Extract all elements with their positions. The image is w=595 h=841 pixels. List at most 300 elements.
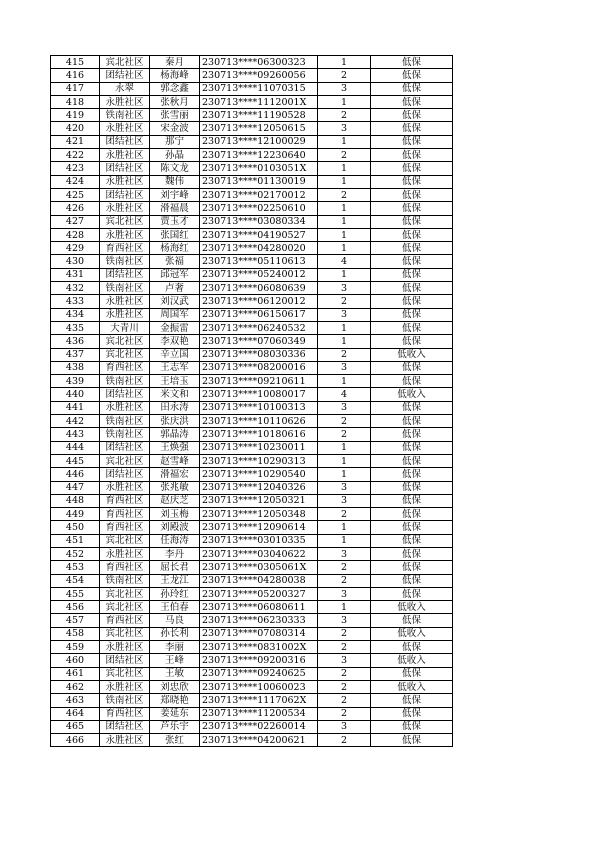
assistance-type-cell: 低保 xyxy=(371,468,453,481)
assistance-type-cell: 低保 xyxy=(371,149,453,162)
community-cell: 宾北社区 xyxy=(100,667,150,680)
id-number-cell: 230713****02260014 xyxy=(200,720,318,733)
community-cell: 团结社区 xyxy=(100,135,150,148)
community-cell: 永胜社区 xyxy=(100,122,150,135)
assistance-type-cell: 低保 xyxy=(371,122,453,135)
assistance-type-cell: 低保 xyxy=(371,734,453,747)
row-number-cell: 443 xyxy=(51,428,100,441)
community-cell: 团结社区 xyxy=(100,654,150,667)
name-cell: 滑福晨 xyxy=(150,202,200,215)
assistance-type-cell: 低保 xyxy=(371,587,453,600)
household-count-cell: 2 xyxy=(318,295,371,308)
row-number-cell: 423 xyxy=(51,162,100,175)
row-number-cell: 417 xyxy=(51,82,100,95)
name-cell: 赵雪峰 xyxy=(150,454,200,467)
id-number-cell: 230713****06300323 xyxy=(200,56,318,69)
assistance-type-cell: 低保 xyxy=(371,215,453,228)
table-row xyxy=(51,547,453,560)
assistance-type-cell: 低保 xyxy=(371,415,453,428)
table-row xyxy=(51,242,453,255)
community-cell: 铁南社区 xyxy=(100,428,150,441)
assistance-type-cell: 低保 xyxy=(371,561,453,574)
row-number-cell: 463 xyxy=(51,694,100,707)
row-number-cell: 442 xyxy=(51,415,100,428)
table-row xyxy=(51,415,453,428)
table-row xyxy=(51,508,453,521)
community-cell: 团结社区 xyxy=(100,69,150,82)
name-cell: 那宁 xyxy=(150,135,200,148)
table-row xyxy=(51,282,453,295)
household-count-cell: 3 xyxy=(318,654,371,667)
table-row xyxy=(51,441,453,454)
name-cell: 王伯春 xyxy=(150,601,200,614)
name-cell: 张庆洪 xyxy=(150,415,200,428)
name-cell: 孙晶 xyxy=(150,149,200,162)
name-cell: 刘宇峰 xyxy=(150,188,200,201)
community-cell: 永胜社区 xyxy=(100,175,150,188)
table-row xyxy=(51,654,453,667)
assistance-type-cell: 低保 xyxy=(371,375,453,388)
household-count-cell: 2 xyxy=(318,109,371,122)
household-count-cell: 1 xyxy=(318,175,371,188)
table-row xyxy=(51,454,453,467)
table-body xyxy=(51,56,453,747)
name-cell: 王龙江 xyxy=(150,574,200,587)
community-cell: 宾北社区 xyxy=(100,587,150,600)
name-cell: 李丹 xyxy=(150,547,200,560)
assistance-type-cell: 低保 xyxy=(371,69,453,82)
name-cell: 郑晓艳 xyxy=(150,694,200,707)
household-count-cell: 1 xyxy=(318,215,371,228)
row-number-cell: 428 xyxy=(51,228,100,241)
household-count-cell: 3 xyxy=(318,720,371,733)
table-row xyxy=(51,375,453,388)
row-number-cell: 422 xyxy=(51,149,100,162)
community-cell: 铁南社区 xyxy=(100,109,150,122)
row-number-cell: 445 xyxy=(51,454,100,467)
table-row xyxy=(51,215,453,228)
community-cell: 宾北社区 xyxy=(100,56,150,69)
community-cell: 宾北社区 xyxy=(100,534,150,547)
row-number-cell: 426 xyxy=(51,202,100,215)
assistance-type-cell: 低保 xyxy=(371,202,453,215)
table-row xyxy=(51,428,453,441)
assistance-type-cell: 低收入 xyxy=(371,601,453,614)
household-count-cell: 2 xyxy=(318,188,371,201)
assistance-type-cell: 低保 xyxy=(371,494,453,507)
id-number-cell: 230713****10180616 xyxy=(200,428,318,441)
community-cell: 育西社区 xyxy=(100,521,150,534)
household-count-cell: 1 xyxy=(318,162,371,175)
id-number-cell: 230713****05240012 xyxy=(200,268,318,281)
name-cell: 杨海峰 xyxy=(150,69,200,82)
assistance-type-cell: 低保 xyxy=(371,268,453,281)
table-row xyxy=(51,255,453,268)
household-count-cell: 3 xyxy=(318,481,371,494)
row-number-cell: 424 xyxy=(51,175,100,188)
id-number-cell: 230713****11190528 xyxy=(200,109,318,122)
assistance-type-cell: 低保 xyxy=(371,82,453,95)
household-count-cell: 2 xyxy=(318,680,371,693)
community-cell: 铁南社区 xyxy=(100,415,150,428)
row-number-cell: 438 xyxy=(51,361,100,374)
community-cell: 团结社区 xyxy=(100,188,150,201)
id-number-cell: 230713****06120012 xyxy=(200,295,318,308)
id-number-cell: 230713****0305061X xyxy=(200,561,318,574)
household-count-cell: 2 xyxy=(318,149,371,162)
household-count-cell: 1 xyxy=(318,441,371,454)
assistance-type-cell: 低保 xyxy=(371,308,453,321)
assistance-type-cell: 低保 xyxy=(371,188,453,201)
assistance-type-cell: 低保 xyxy=(371,428,453,441)
name-cell: 李丽 xyxy=(150,641,200,654)
row-number-cell: 457 xyxy=(51,614,100,627)
community-cell: 永胜社区 xyxy=(100,680,150,693)
id-number-cell: 230713****12040326 xyxy=(200,481,318,494)
row-number-cell: 419 xyxy=(51,109,100,122)
assistance-type-cell: 低保 xyxy=(371,547,453,560)
table-row xyxy=(51,308,453,321)
household-count-cell: 2 xyxy=(318,734,371,747)
household-count-cell: 1 xyxy=(318,601,371,614)
table-row xyxy=(51,720,453,733)
household-count-cell: 1 xyxy=(318,228,371,241)
household-count-cell: 1 xyxy=(318,135,371,148)
id-number-cell: 230713****10100313 xyxy=(200,401,318,414)
table-row xyxy=(51,481,453,494)
id-number-cell: 230713****05200327 xyxy=(200,587,318,600)
id-number-cell: 230713****11070315 xyxy=(200,82,318,95)
name-cell: 张兆敏 xyxy=(150,481,200,494)
id-number-cell: 230713****06150617 xyxy=(200,308,318,321)
row-number-cell: 462 xyxy=(51,680,100,693)
assistance-type-cell: 低保 xyxy=(371,109,453,122)
row-number-cell: 448 xyxy=(51,494,100,507)
name-cell: 卢奢 xyxy=(150,282,200,295)
assistance-type-cell: 低收入 xyxy=(371,388,453,401)
row-number-cell: 452 xyxy=(51,547,100,560)
community-cell: 团结社区 xyxy=(100,162,150,175)
name-cell: 张红 xyxy=(150,734,200,747)
community-cell: 永翠 xyxy=(100,82,150,95)
table-row xyxy=(51,680,453,693)
id-number-cell: 230713****09210611 xyxy=(200,375,318,388)
id-number-cell: 230713****08030336 xyxy=(200,348,318,361)
community-cell: 团结社区 xyxy=(100,441,150,454)
community-cell: 育西社区 xyxy=(100,494,150,507)
assistance-type-cell: 低保 xyxy=(371,175,453,188)
table-row xyxy=(51,694,453,707)
id-number-cell: 230713****0103051X xyxy=(200,162,318,175)
id-number-cell: 230713****12090614 xyxy=(200,521,318,534)
name-cell: 张福 xyxy=(150,255,200,268)
row-number-cell: 460 xyxy=(51,654,100,667)
community-cell: 永胜社区 xyxy=(100,401,150,414)
row-number-cell: 453 xyxy=(51,561,100,574)
name-cell: 米文和 xyxy=(150,388,200,401)
household-count-cell: 2 xyxy=(318,694,371,707)
table-row xyxy=(51,667,453,680)
row-number-cell: 455 xyxy=(51,587,100,600)
id-number-cell: 230713****06230333 xyxy=(200,614,318,627)
id-number-cell: 230713****1117062X xyxy=(200,694,318,707)
row-number-cell: 415 xyxy=(51,56,100,69)
name-cell: 田永涛 xyxy=(150,401,200,414)
name-cell: 刘殿波 xyxy=(150,521,200,534)
id-number-cell: 230713****02250610 xyxy=(200,202,318,215)
id-number-cell: 230713****06080611 xyxy=(200,601,318,614)
table-row xyxy=(51,95,453,108)
table-row xyxy=(51,321,453,334)
id-number-cell: 230713****04280038 xyxy=(200,574,318,587)
name-cell: 任海涛 xyxy=(150,534,200,547)
id-number-cell: 230713****04280020 xyxy=(200,242,318,255)
assistance-type-cell: 低收入 xyxy=(371,680,453,693)
id-number-cell: 230713****04200621 xyxy=(200,734,318,747)
table-row xyxy=(51,335,453,348)
name-cell: 张国红 xyxy=(150,228,200,241)
community-cell: 永胜社区 xyxy=(100,295,150,308)
household-count-cell: 2 xyxy=(318,561,371,574)
community-cell: 大青川 xyxy=(100,321,150,334)
name-cell: 辛立国 xyxy=(150,348,200,361)
row-number-cell: 446 xyxy=(51,468,100,481)
row-number-cell: 465 xyxy=(51,720,100,733)
name-cell: 金振雷 xyxy=(150,321,200,334)
assistance-type-cell: 低保 xyxy=(371,56,453,69)
table-row xyxy=(51,587,453,600)
table-row xyxy=(51,534,453,547)
id-number-cell: 230713****06240532 xyxy=(200,321,318,334)
name-cell: 马良 xyxy=(150,614,200,627)
household-count-cell: 3 xyxy=(318,587,371,600)
row-number-cell: 425 xyxy=(51,188,100,201)
row-number-cell: 439 xyxy=(51,375,100,388)
name-cell: 刘汉武 xyxy=(150,295,200,308)
name-cell: 姜延东 xyxy=(150,707,200,720)
household-count-cell: 1 xyxy=(318,202,371,215)
community-cell: 铁南社区 xyxy=(100,574,150,587)
assistance-type-cell: 低保 xyxy=(371,521,453,534)
assistance-recipient-table xyxy=(50,55,453,747)
household-count-cell: 3 xyxy=(318,614,371,627)
community-cell: 铁南社区 xyxy=(100,694,150,707)
household-count-cell: 3 xyxy=(318,282,371,295)
household-count-cell: 2 xyxy=(318,667,371,680)
name-cell: 张秋月 xyxy=(150,95,200,108)
name-cell: 王敏 xyxy=(150,667,200,680)
row-number-cell: 435 xyxy=(51,321,100,334)
row-number-cell: 450 xyxy=(51,521,100,534)
household-count-cell: 1 xyxy=(318,335,371,348)
id-number-cell: 230713****03080334 xyxy=(200,215,318,228)
id-number-cell: 230713****07060349 xyxy=(200,335,318,348)
household-count-cell: 3 xyxy=(318,308,371,321)
name-cell: 周国军 xyxy=(150,308,200,321)
id-number-cell: 230713****12230640 xyxy=(200,149,318,162)
id-number-cell: 230713****10290313 xyxy=(200,454,318,467)
name-cell: 郭念鑫 xyxy=(150,82,200,95)
row-number-cell: 444 xyxy=(51,441,100,454)
id-number-cell: 230713****10290540 xyxy=(200,468,318,481)
household-count-cell: 2 xyxy=(318,508,371,521)
table-row xyxy=(51,228,453,241)
household-count-cell: 4 xyxy=(318,388,371,401)
row-number-cell: 433 xyxy=(51,295,100,308)
row-number-cell: 451 xyxy=(51,534,100,547)
id-number-cell: 230713****08200016 xyxy=(200,361,318,374)
assistance-type-cell: 低保 xyxy=(371,667,453,680)
community-cell: 铁南社区 xyxy=(100,255,150,268)
community-cell: 永胜社区 xyxy=(100,149,150,162)
community-cell: 育西社区 xyxy=(100,361,150,374)
id-number-cell: 230713****11200534 xyxy=(200,707,318,720)
assistance-type-cell: 低保 xyxy=(371,335,453,348)
row-number-cell: 441 xyxy=(51,401,100,414)
household-count-cell: 3 xyxy=(318,361,371,374)
name-cell: 杨海红 xyxy=(150,242,200,255)
table-row xyxy=(51,69,453,82)
household-count-cell: 1 xyxy=(318,95,371,108)
community-cell: 团结社区 xyxy=(100,388,150,401)
assistance-type-cell: 低保 xyxy=(371,228,453,241)
household-count-cell: 2 xyxy=(318,627,371,640)
name-cell: 王培玉 xyxy=(150,375,200,388)
name-cell: 李双艳 xyxy=(150,335,200,348)
household-count-cell: 1 xyxy=(318,534,371,547)
household-count-cell: 3 xyxy=(318,82,371,95)
community-cell: 永胜社区 xyxy=(100,95,150,108)
community-cell: 宾北社区 xyxy=(100,627,150,640)
id-number-cell: 230713****02170012 xyxy=(200,188,318,201)
community-cell: 宾北社区 xyxy=(100,335,150,348)
assistance-type-cell: 低保 xyxy=(371,242,453,255)
assistance-type-cell: 低保 xyxy=(371,508,453,521)
table-row xyxy=(51,175,453,188)
row-number-cell: 427 xyxy=(51,215,100,228)
community-cell: 永胜社区 xyxy=(100,228,150,241)
name-cell: 王焕强 xyxy=(150,441,200,454)
household-count-cell: 3 xyxy=(318,401,371,414)
assistance-type-cell: 低保 xyxy=(371,361,453,374)
name-cell: 屈长君 xyxy=(150,561,200,574)
name-cell: 赵庆芝 xyxy=(150,494,200,507)
assistance-type-cell: 低保 xyxy=(371,694,453,707)
household-count-cell: 3 xyxy=(318,122,371,135)
id-number-cell: 230713****09240625 xyxy=(200,667,318,680)
assistance-type-cell: 低收入 xyxy=(371,654,453,667)
table-row xyxy=(51,521,453,534)
row-number-cell: 449 xyxy=(51,508,100,521)
table-row xyxy=(51,188,453,201)
name-cell: 宋金波 xyxy=(150,122,200,135)
assistance-type-cell: 低保 xyxy=(371,641,453,654)
id-number-cell: 230713****10060023 xyxy=(200,680,318,693)
row-number-cell: 454 xyxy=(51,574,100,587)
table-row xyxy=(51,56,453,69)
community-cell: 团结社区 xyxy=(100,720,150,733)
table-row xyxy=(51,122,453,135)
table-row xyxy=(51,388,453,401)
name-cell: 邱冠军 xyxy=(150,268,200,281)
assistance-type-cell: 低收入 xyxy=(371,627,453,640)
name-cell: 孙长利 xyxy=(150,627,200,640)
household-count-cell: 4 xyxy=(318,255,371,268)
row-number-cell: 459 xyxy=(51,641,100,654)
row-number-cell: 431 xyxy=(51,268,100,281)
name-cell: 陈文龙 xyxy=(150,162,200,175)
community-cell: 宾北社区 xyxy=(100,215,150,228)
row-number-cell: 464 xyxy=(51,707,100,720)
community-cell: 铁南社区 xyxy=(100,282,150,295)
row-number-cell: 430 xyxy=(51,255,100,268)
community-cell: 育西社区 xyxy=(100,614,150,627)
id-number-cell: 230713****0831002X xyxy=(200,641,318,654)
id-number-cell: 230713****09200316 xyxy=(200,654,318,667)
community-cell: 宾北社区 xyxy=(100,348,150,361)
assistance-type-cell: 低保 xyxy=(371,441,453,454)
row-number-cell: 456 xyxy=(51,601,100,614)
id-number-cell: 230713****12050321 xyxy=(200,494,318,507)
assistance-type-cell: 低保 xyxy=(371,255,453,268)
assistance-type-cell: 低保 xyxy=(371,162,453,175)
household-count-cell: 1 xyxy=(318,268,371,281)
household-count-cell: 1 xyxy=(318,321,371,334)
assistance-type-cell: 低保 xyxy=(371,454,453,467)
table-row xyxy=(51,614,453,627)
id-number-cell: 230713****05110613 xyxy=(200,255,318,268)
id-number-cell: 230713****04190527 xyxy=(200,228,318,241)
assistance-type-cell: 低保 xyxy=(371,707,453,720)
household-count-cell: 2 xyxy=(318,69,371,82)
community-cell: 育西社区 xyxy=(100,508,150,521)
row-number-cell: 432 xyxy=(51,282,100,295)
row-number-cell: 437 xyxy=(51,348,100,361)
name-cell: 王峰 xyxy=(150,654,200,667)
household-count-cell: 1 xyxy=(318,468,371,481)
row-number-cell: 420 xyxy=(51,122,100,135)
community-cell: 宾北社区 xyxy=(100,454,150,467)
assistance-type-cell: 低保 xyxy=(371,401,453,414)
table-row xyxy=(51,734,453,747)
household-count-cell: 2 xyxy=(318,415,371,428)
row-number-cell: 418 xyxy=(51,95,100,108)
table-row xyxy=(51,401,453,414)
id-number-cell: 230713****06080639 xyxy=(200,282,318,295)
name-cell: 孙玲红 xyxy=(150,587,200,600)
assistance-type-cell: 低保 xyxy=(371,720,453,733)
table-row xyxy=(51,494,453,507)
table-row xyxy=(51,202,453,215)
row-number-cell: 440 xyxy=(51,388,100,401)
name-cell: 秦月 xyxy=(150,56,200,69)
row-number-cell: 461 xyxy=(51,667,100,680)
id-number-cell: 230713****12050615 xyxy=(200,122,318,135)
table-row xyxy=(51,82,453,95)
household-count-cell: 2 xyxy=(318,707,371,720)
community-cell: 永胜社区 xyxy=(100,547,150,560)
table-row xyxy=(51,135,453,148)
community-cell: 永胜社区 xyxy=(100,308,150,321)
id-number-cell: 230713****10230011 xyxy=(200,441,318,454)
table-row xyxy=(51,162,453,175)
id-number-cell: 230713****10110626 xyxy=(200,415,318,428)
household-count-cell: 2 xyxy=(318,428,371,441)
assistance-type-cell: 低保 xyxy=(371,614,453,627)
table-row xyxy=(51,601,453,614)
table-row xyxy=(51,468,453,481)
id-number-cell: 230713****1112001X xyxy=(200,95,318,108)
